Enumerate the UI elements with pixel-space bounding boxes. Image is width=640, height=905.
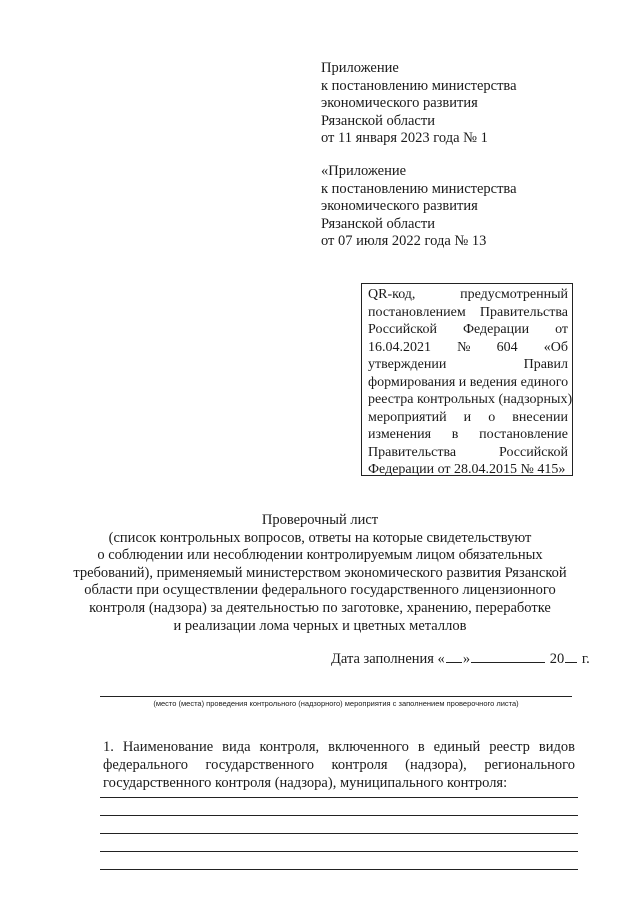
s1-word: государственного контроля (надзора), муниципального контроля:	[103, 775, 508, 791]
section-1-line	[103, 756, 575, 774]
qr-word: 604	[496, 339, 518, 355]
qr-word: постановление	[479, 427, 568, 442]
checklist-subtitle-line: требований), применяемый министерством экономического развития Рязанской	[73, 564, 567, 581]
qr-box-line	[368, 409, 568, 427]
answer-fill-line[interactable]	[100, 851, 578, 852]
s1-word: единый	[433, 739, 481, 755]
section-1	[103, 738, 575, 792]
s1-word: реестр	[489, 739, 530, 755]
checklist-subtitle-line: (список контрольных вопросов, ответы на которые свидетельствуют	[108, 529, 532, 546]
appendix-line: к постановлению министерства	[321, 77, 517, 94]
s1-word: контроля,	[259, 739, 320, 755]
qr-word: изменения	[368, 427, 432, 442]
qr-word: Федерации от 28.04.2015 № 415»	[368, 462, 566, 477]
qr-word: реестра контрольных (надзорных)	[368, 392, 573, 407]
qr-word: Российской	[499, 444, 568, 460]
qr-word: Правительства	[368, 444, 457, 460]
qr-code-box	[361, 283, 573, 476]
qr-word: Российской	[368, 322, 437, 337]
checklist-title-block	[60, 512, 580, 635]
checklist-subtitle-line: и реализации лома черных и цветных металлов	[173, 617, 467, 634]
s1-word: Наименование	[122, 739, 214, 755]
section-1-line	[103, 738, 575, 756]
s1-word: федерального	[103, 757, 188, 773]
qr-word: Правительства	[479, 304, 568, 320]
year-suffix: г.	[581, 651, 590, 667]
section-1-line	[103, 774, 575, 792]
month-blank[interactable]	[471, 649, 545, 663]
fill-date-field	[331, 649, 590, 668]
s1-word: регионального	[484, 757, 575, 773]
qr-word: 16.04.2021	[368, 339, 431, 355]
place-fill-line[interactable]	[100, 696, 572, 697]
appendix-line: «Приложение	[321, 163, 407, 179]
appendix-previous-header	[321, 163, 517, 251]
qr-box-line	[368, 321, 568, 339]
qr-word: о	[488, 409, 496, 425]
qr-box-line	[368, 304, 568, 322]
s1-word: в	[417, 739, 425, 755]
qr-box-line	[368, 391, 573, 409]
day-blank[interactable]	[446, 649, 462, 663]
qr-word: «Об	[543, 339, 568, 355]
s1-word: видов	[538, 739, 575, 755]
qr-word: №	[457, 339, 471, 355]
s1-word: включенного	[328, 739, 409, 755]
qr-word: постановлением	[368, 304, 466, 320]
place-caption: (место (места) проведения контрольного (надзорного) мероприятия с заполнением проверочного листа)	[153, 699, 519, 708]
fill-date-quote: »	[462, 651, 471, 667]
answer-fill-line[interactable]	[100, 815, 578, 816]
qr-word: формирования и ведения единого	[368, 374, 569, 390]
qr-word: Федерации	[462, 322, 530, 337]
answer-fill-line[interactable]	[100, 833, 578, 834]
qr-word: мероприятий	[368, 409, 447, 425]
checklist-heading: Проверочный лист	[261, 512, 379, 528]
qr-word: Правил	[523, 357, 568, 372]
appendix-line: Рязанской области	[321, 112, 435, 129]
qr-box-line	[368, 374, 568, 392]
s1-word: 1.	[103, 739, 114, 755]
s1-word: (надзора),	[405, 757, 467, 773]
appendix-line: Рязанской области	[321, 215, 435, 232]
fill-date-label: Дата заполнения «	[331, 651, 445, 667]
appendix-line: Приложение	[321, 60, 399, 76]
s1-word: государственного	[205, 757, 314, 773]
s1-word: вида	[222, 739, 251, 755]
qr-word: внесении	[512, 409, 568, 425]
checklist-subtitle-line: контроля (надзора) за деятельностью по заготовке, хранению, переработке	[89, 599, 551, 616]
qr-word: и	[463, 409, 472, 425]
qr-word: QR-код,	[368, 287, 416, 302]
qr-box-line	[368, 286, 568, 304]
appendix-line: от 07 июля 2022 года № 13	[321, 233, 487, 249]
qr-box-line	[368, 461, 568, 479]
s1-word: контроля	[331, 757, 388, 773]
qr-word: в	[451, 427, 459, 442]
checklist-subtitle-line: о соблюдении или несоблюдении контролируемым лицом обязательных	[97, 547, 543, 564]
year-prefix: 20	[549, 651, 565, 667]
qr-box-line	[368, 339, 568, 357]
qr-box-line	[368, 444, 568, 462]
appendix-line: экономического развития	[321, 198, 478, 214]
year-blank[interactable]	[565, 649, 577, 663]
answer-fill-line[interactable]	[100, 869, 578, 870]
answer-fill-line[interactable]	[100, 797, 578, 798]
appendix-line: к постановлению министерства	[321, 180, 517, 197]
qr-word: утверждении	[368, 357, 447, 372]
qr-box-line	[368, 426, 568, 444]
appendix-line: от 11 января 2023 года № 1	[321, 130, 488, 146]
appendix-line: экономического развития	[321, 95, 478, 111]
checklist-subtitle-line: области при осуществлении федерального государственного лицензионного	[84, 582, 556, 599]
qr-word: от	[555, 322, 568, 337]
qr-box-line	[368, 356, 568, 374]
appendix-header	[321, 60, 517, 148]
qr-word: предусмотренный	[460, 287, 568, 302]
